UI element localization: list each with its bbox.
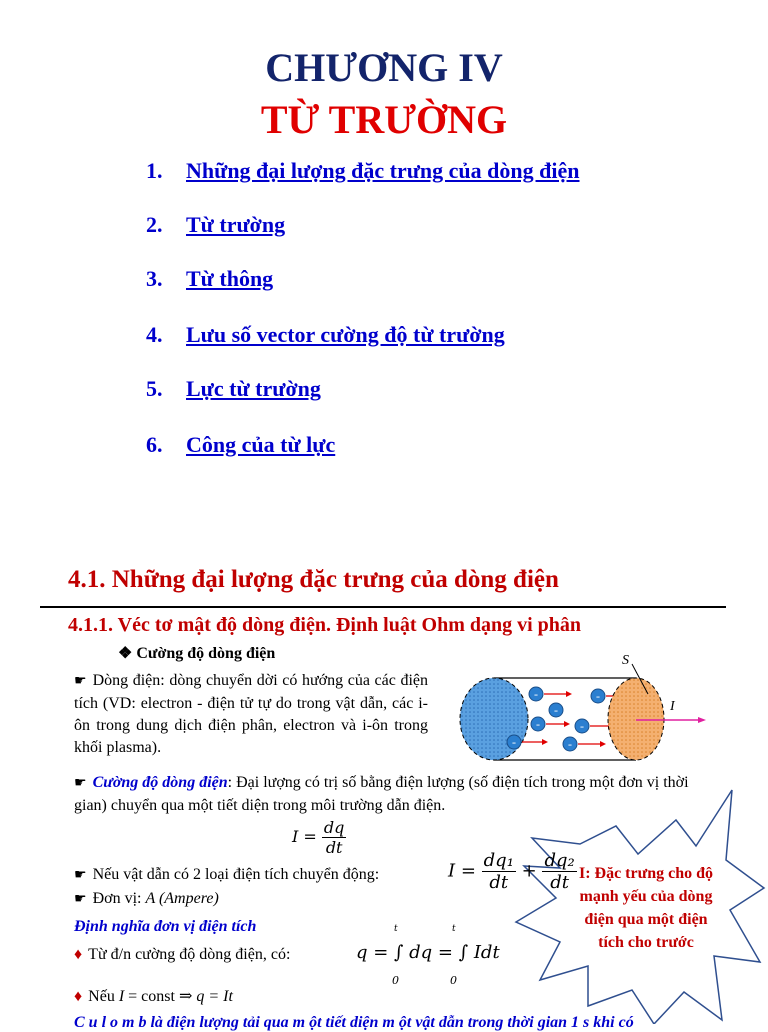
eq3-upper-limit-2: t [452,924,456,934]
eq3-lower-limit-2: 0 [450,974,457,987]
pointing-hand-icon: ☛ [74,868,87,883]
pointing-hand-icon: ☛ [74,892,87,907]
equation-two-carriers [448,850,577,893]
eq2-plus: + [521,860,537,882]
toc-item-6[interactable] [146,432,335,458]
toc-item-4[interactable] [146,322,505,348]
eq1-fraction: $\frac{dq}{dt}$ [323,818,345,857]
eq2-lhs: I = [448,860,476,882]
label-i: I [670,699,675,714]
current-cylinder-figure [452,650,712,766]
svg-text:-: - [536,717,540,731]
unit-value: A (Ampere) [145,890,219,907]
from-definition-line: ♦ Từ đ/n cường độ dòng điện, có: [74,946,291,963]
toc-item-1[interactable] [146,158,580,184]
eq1-lhs: I = [292,827,317,846]
constant-current-line: ♦ Nếu I = const ⇒ q = It [74,988,233,1005]
two-carriers-line: ☛ Nếu vật dẫn có 2 loại điện tích chuyển động: [74,866,380,883]
toc-num: 2. [146,212,163,237]
svg-text:-: - [580,719,584,733]
equation-integral [356,924,500,987]
toc-link[interactable]: Lực từ trường [186,376,321,401]
toc-num: 3. [146,266,163,291]
unit-line: ☛ Đơn vị: A (Ampere) [74,890,219,907]
toc-num: 6. [146,432,163,457]
diamond-bullet-icon: ❖ [118,645,137,662]
const-variable: I [118,988,125,1005]
svg-text:-: - [534,687,538,701]
chapter-label: CHƯƠNG IV [265,45,503,90]
toc-num: 5. [146,376,163,401]
paragraph-current-definition: ☛ Dòng điện: dòng chuyển dời có hướng của các điện tích (VD: electron - điện tử tự do trong vật dẫn, các i-ôn trong dung dịch điện phân, electron và i-ôn trong khối plasma). [74,672,428,756]
current-arrowhead [698,717,706,723]
section-heading: 4.1. Những đại lượng đặc trưng của dòng điện [68,566,559,593]
cutoff-line: C u l o m b là điện lượng tải qua m ột tiết diện m ột vật dẫn trong thời gian 1 s khi có [74,1014,634,1031]
toc-link[interactable]: Công của từ lực [186,432,336,457]
toc-num: 4. [146,322,163,347]
label-s: S [622,653,629,668]
svg-text:-: - [596,689,600,703]
cylinder-right-face [608,678,664,760]
eq2-fraction-2: $\frac{\text{dq₂}}{dt}$ [544,850,575,893]
paragraph-current-intensity: ☛ Cường độ dòng điện: Đại lượng có trị số bằng điện lượng (số điện tích trong một đơn vị thời gian) chuyển qua một tiết diện trong môi trường dẫn điện. [74,774,689,814]
term-current-intensity: Cường độ dòng điện [92,774,228,791]
eq3-lower-limit-1: 0 [392,974,399,987]
svg-text:-: - [554,703,558,717]
svg-text:-: - [568,737,572,751]
pointing-hand-icon: ☛ [74,776,87,791]
toc-num: 1. [146,158,163,183]
toc-link[interactable]: Từ trường [186,212,286,237]
subsection-heading: 4.1.1. Véc tơ mật độ dòng điện. Định luật Ohm dạng vi phân [68,614,582,636]
callout-text: I: Đặc trưng cho độ mạnh yếu của dòng điện qua một điện tích cho trước [578,865,714,951]
red-diamond-icon: ♦ [74,946,83,963]
toc-link[interactable]: Từ thông [186,266,274,291]
toc-item-3[interactable] [146,266,273,292]
bullet-heading: ❖ Cường độ dòng điện [118,645,276,662]
svg-text:-: - [512,735,516,749]
charge-unit-definition-heading: Định nghĩa đơn vị điện tích [74,918,257,935]
toc-item-5[interactable] [146,376,321,402]
chapter-title: TỪ TRƯỜNG [260,97,508,142]
red-diamond-icon: ♦ [74,988,83,1005]
eq3-upper-limit-1: t [394,924,398,934]
pointing-hand-icon: ☛ [74,674,87,689]
eq3-body: q = ∫ dq = ∫ Idt [356,942,500,963]
equation-current [292,818,346,857]
divider [40,606,726,608]
toc-item-2[interactable] [146,212,285,238]
const-result: q = It [196,988,233,1005]
eq2-fraction-1: $\frac{\text{dq₁}}{dt}$ [483,850,514,893]
toc-link[interactable]: Lưu số vector cường độ từ trường [186,322,505,347]
toc-link[interactable]: Những đại lượng đặc trưng của dòng điện [186,158,580,183]
